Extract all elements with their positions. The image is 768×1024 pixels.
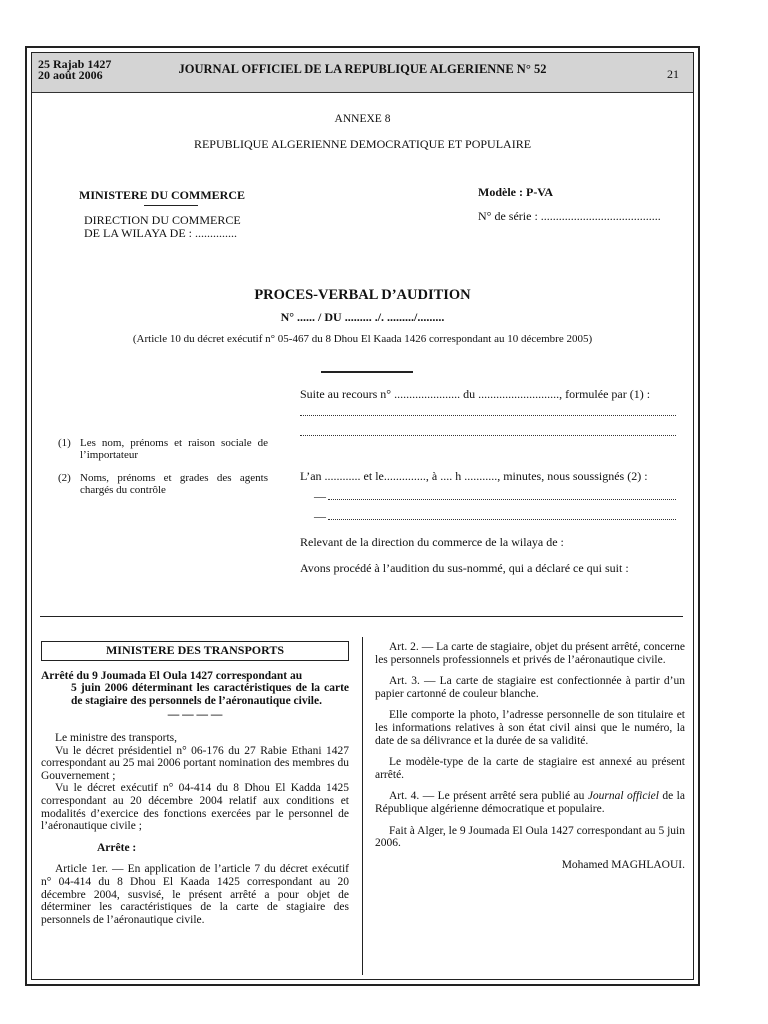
right-column xyxy=(375,641,685,871)
pv-title: PROCES-VERBAL D’AUDITION xyxy=(254,287,471,303)
section-divider xyxy=(40,616,683,617)
left-column xyxy=(41,641,349,926)
header-date-hijri: 25 Rajab 1427 xyxy=(38,57,112,71)
serial-label xyxy=(478,209,661,224)
minister-line: Le ministre des transports, xyxy=(55,731,178,744)
pv-number: N° ...... / DU ......... ./. ........./......... xyxy=(280,310,445,324)
footnote-2-text: Noms, prénoms et grades des agents chargés du contrôle xyxy=(80,472,268,496)
model-label: Modèle : P-VA xyxy=(478,185,554,199)
pv-reference: (Article 10 du décret exécutif n° 05-467 du 8 Dhou El Kaada 1426 correspondant au 10 décembre 2005) xyxy=(132,333,593,345)
ministry-transports-box: MINISTERE DES TRANSPORTS xyxy=(41,641,349,661)
arrete-title-line-1: Arrêté du 9 Joumada El Oula 1427 correspondant au xyxy=(41,669,303,682)
arrete-title xyxy=(41,670,349,708)
avons-line: Avons procédé à l’audition du sus-nommé, qui a déclaré ce qui suit : xyxy=(300,561,629,575)
photo-paragraph: Elle comporte la photo, l’adresse personnelle de son titulaire et les informations relatives à son état civil ainsi que le numéro, la date de sa délivrance et la durée de sa validité. xyxy=(375,709,685,747)
article-4 xyxy=(375,790,685,815)
journal-header xyxy=(32,53,693,93)
article-4-part-a: Art. 4. — Le présent arrêté sera publié au xyxy=(389,790,588,803)
column-separator xyxy=(362,637,363,975)
dotted-line-1 xyxy=(300,415,676,416)
dash-2: — xyxy=(314,509,326,523)
page-number: 21 xyxy=(667,67,679,81)
fait-paragraph: Fait à Alger, le 9 Joumada El Oula 1427 correspondant au 5 juin 2006. xyxy=(375,824,685,850)
dotted-line-3 xyxy=(328,499,676,500)
ministry-underline xyxy=(144,205,198,206)
dotted-line-2 xyxy=(300,435,676,436)
page-frame xyxy=(25,46,700,986)
ministry-commerce: MINISTERE DU COMMERCE xyxy=(79,188,246,202)
direction-line-2: DE LA WILAYA DE : .............. xyxy=(84,226,237,240)
footnote-2 xyxy=(58,472,268,496)
model-paragraph: Le modèle-type de la carte de stagiaire est annexé au présent arrêté. xyxy=(375,756,685,781)
vu-paragraph-1: Vu le décret présidentiel n° 06-176 du 27 Rabie Ethani 1427 correspondant au 25 mai 2006 portant nomination des membres du Gouvernement ; xyxy=(41,744,349,782)
arrete-title-line-2: 5 juin 2006 déterminant les caractéristiques de la carte de stagiaire des personnels de l’aéronautique civile. xyxy=(71,682,349,707)
annex-label: ANNEXE 8 xyxy=(334,113,391,125)
dash-1: — xyxy=(314,489,326,503)
arrete-separator: — — — — xyxy=(167,709,223,722)
footnote-1 xyxy=(58,437,268,461)
article-3: Art. 3. — La carte de stagiaire est confectionnée à partir d’un papier cartonné de couleur blanche. xyxy=(375,675,685,700)
serial-label-text: N° de série : ........................................ xyxy=(478,209,661,223)
an-line: L’an ............ et le.............., à .... h ..........., minutes, nous soussignés (2) : xyxy=(300,469,648,483)
vu-paragraph-2: Vu le décret exécutif n° 04-414 du 8 Dhou El Kadda 1425 correspondant au 20 décembre 2004 relatif aux conditions et modalités d’exercice des fonctions exercées par le personnel de l’aéronautique civile ; xyxy=(41,782,349,833)
recours-line: Suite au recours n° ...................... du ..........................., formulée par (1) : xyxy=(300,387,651,401)
footnote-2-number: (2) xyxy=(58,472,71,484)
dotted-line-4 xyxy=(328,519,676,520)
direction-line-1: DIRECTION DU COMMERCE xyxy=(84,213,241,227)
footnote-1-text: Les nom, prénoms et raison sociale de l’importateur xyxy=(80,437,268,461)
article-4-journal: Journal officiel xyxy=(587,790,659,803)
article-1: Article 1er. — En application de l’article 7 du décret exécutif n° 04-414 du 8 Dhou El Kaada 1425 correspondant au 20 décembre 2004, susvisé, le présent arrêté a pour objet de déterminer les caractéristiques de la carte de stagiaire des personnels de l’aéronautique civile. xyxy=(41,863,349,926)
header-date-gregorian: 20 août 2006 xyxy=(38,68,103,82)
republic-title: REPUBLIQUE ALGERIENNE DEMOCRATIQUE ET POPULAIRE xyxy=(193,137,532,151)
relevant-line: Relevant de la direction du commerce de la wilaya de : xyxy=(300,535,564,549)
page-inner-frame xyxy=(31,52,694,980)
article-2: Art. 2. — La carte de stagiaire, objet du présent arrêté, concerne les personnels professionnels et privés de l’aéronautique civile. xyxy=(375,641,685,666)
signature: Mohamed MAGHLAOUI. xyxy=(561,858,685,871)
pv-separator xyxy=(321,371,413,373)
footnote-1-number: (1) xyxy=(58,437,71,449)
header-title: JOURNAL OFFICIEL DE LA REPUBLIQUE ALGERIENNE N° 52 xyxy=(178,62,547,76)
article-4-part-b: de la République algérienne démocratique et populaire. xyxy=(375,790,685,815)
arrete-label: Arrête : xyxy=(97,841,137,854)
